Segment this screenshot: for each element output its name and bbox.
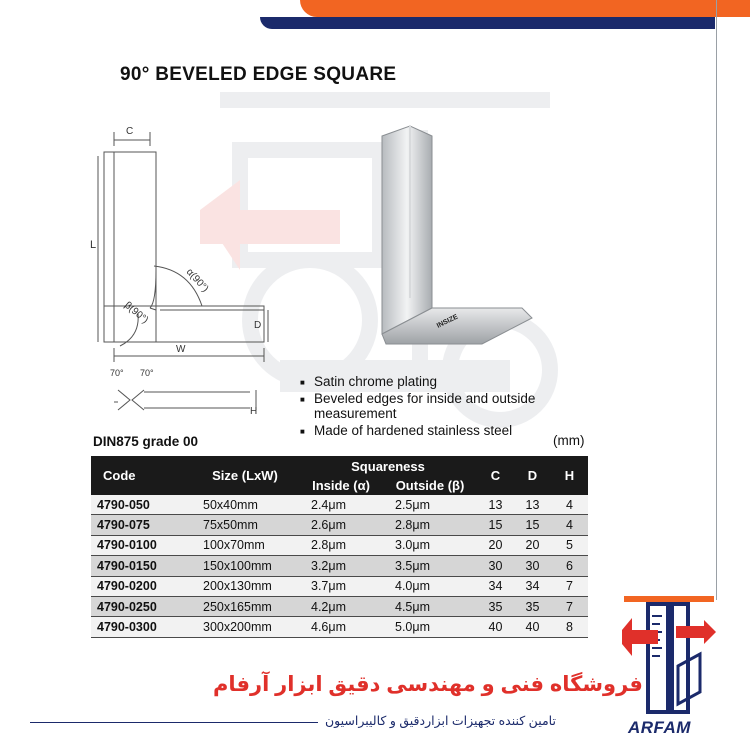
cell-inside: 4.2μm [299,596,383,616]
cell-c: 35 [477,596,514,616]
cell-inside: 3.7μm [299,576,383,596]
feature-item: ■ Made of hardened stainless steel [300,423,590,438]
cell-size: 250x165mm [191,596,299,616]
header-size: Size (LxW) [191,456,299,495]
cell-d: 13 [514,495,551,515]
feature-list [300,374,590,440]
cell-h: 6 [551,556,588,576]
cell-d: 35 [514,596,551,616]
feature-item: ■ Beveled edges for inside and outside measurement [300,391,590,421]
label-w: W [176,344,186,355]
cell-code: 4790-0150 [91,556,191,576]
product-image [372,122,534,348]
cell-d: 30 [514,556,551,576]
cell-size: 100x70mm [191,535,299,555]
top-navy-stripe [260,17,715,29]
cell-c: 13 [477,495,514,515]
header-c: C [477,456,514,495]
cell-size: 75x50mm [191,515,299,535]
feature-item: ■ Satin chrome plating [300,374,590,389]
cell-d: 34 [514,576,551,596]
cell-h: 7 [551,576,588,596]
label-beta: β(90°) [122,299,151,327]
cell-size: 300x200mm [191,617,299,637]
standard-label: DIN875 grade 00 [93,434,199,449]
cell-size: 50x40mm [191,495,299,515]
spec-table [91,456,588,638]
cell-size: 200x130mm [191,576,299,596]
cell-code: 4790-075 [91,515,191,535]
cell-outside: 5.0μm [383,617,477,637]
cell-c: 34 [477,576,514,596]
cell-code: 4790-0250 [91,596,191,616]
header-outside: Outside (β) [383,476,477,495]
right-divider [716,0,717,600]
cell-size: 150x100mm [191,556,299,576]
cell-outside: 3.0μm [383,535,477,555]
cell-d: 15 [514,515,551,535]
cell-c: 30 [477,556,514,576]
top-orange-stripe [300,0,750,17]
label-angle-left: 70° [110,368,124,378]
table-row [91,576,588,596]
cell-d: 40 [514,617,551,637]
label-l: L [90,239,97,251]
table-row [91,495,588,515]
cell-inside: 3.2μm [299,556,383,576]
cell-code: 4790-0300 [91,617,191,637]
page-title: 90° BEVELED EDGE SQUARE [120,64,397,85]
cell-h: 4 [551,515,588,535]
brand-name: ARFAM [628,718,691,737]
table-row [91,556,588,576]
footer-divider [30,722,318,723]
cell-outside: 2.5μm [383,495,477,515]
label-h: H [250,406,258,417]
cell-h: 8 [551,617,588,637]
store-tagline: تامین کننده تجهیزات ابزاردقیق و کالیبراسیون [325,714,556,728]
table-row [91,515,588,535]
cell-inside: 4.6μm [299,617,383,637]
header-code: Code [91,456,191,495]
technical-drawing [90,120,280,440]
table-row [91,617,588,637]
cell-outside: 3.5μm [383,556,477,576]
cell-code: 4790-050 [91,495,191,515]
label-angle-right: 70° [140,368,154,378]
header-h: H [551,456,588,495]
header-squareness: Squareness [299,456,477,476]
cell-h: 7 [551,596,588,616]
cell-c: 15 [477,515,514,535]
store-name: فروشگاه فنی و مهندسی دقیق ابزار آرفام [213,673,643,696]
label-alpha: α(90°) [183,266,211,295]
cell-inside: 2.8μm [299,535,383,555]
arfam-logo-icon [620,596,720,718]
cell-code: 4790-0200 [91,576,191,596]
header-inside: Inside (α) [299,476,383,495]
cell-h: 5 [551,535,588,555]
cell-outside: 4.0μm [383,576,477,596]
product-engraving: INSIZE [435,313,460,330]
label-c: C [126,126,134,137]
cell-outside: 4.5μm [383,596,477,616]
cell-h: 4 [551,495,588,515]
cell-code: 4790-0100 [91,535,191,555]
cell-d: 20 [514,535,551,555]
cell-inside: 2.6μm [299,515,383,535]
label-d: D [254,320,262,331]
cell-c: 40 [477,617,514,637]
unit-label: (mm) [553,433,585,448]
table-row [91,535,588,555]
cell-outside: 2.8μm [383,515,477,535]
cell-c: 20 [477,535,514,555]
header-d: D [514,456,551,495]
table-row [91,596,588,616]
cell-inside: 2.4μm [299,495,383,515]
